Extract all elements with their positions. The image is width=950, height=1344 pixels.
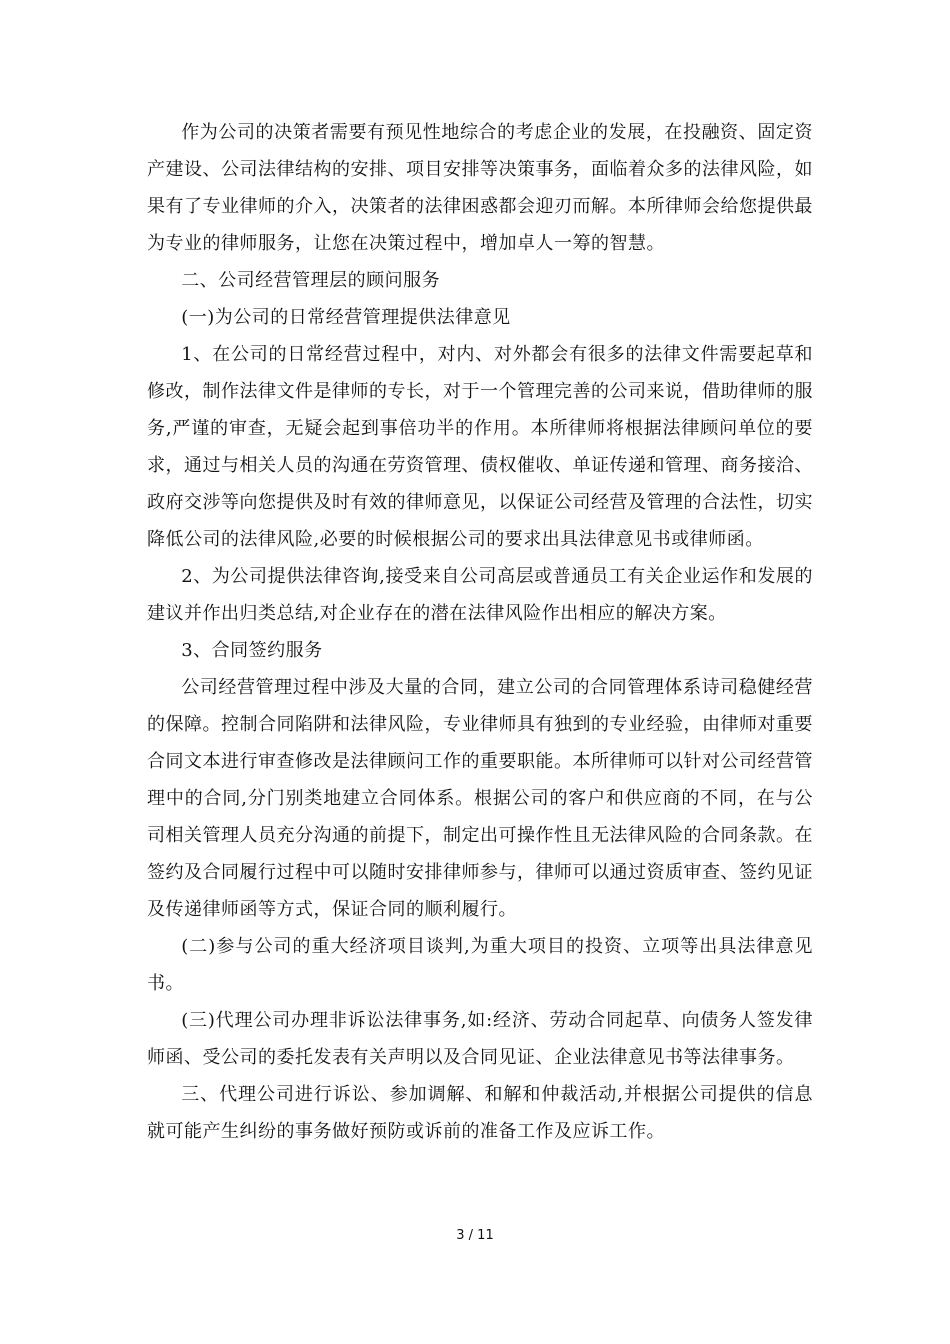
paragraph-decision-makers: 作为公司的决策者需要有预见性地综合的考虑企业的发展，在投融资、固定资产建设、公司法律结构的安排、项目安排等决策事务，面临着众多的法律风险，如果有了专业律师的介入，决策者的法律困惑都会迎刃而解。本所律师会给您提供最为专业的律师服务，让您在决策过程中，增加卓人一筹的智慧。 [147, 122, 813, 254]
paragraph-legal-consultation: 2、为公司提供法律咨询,接受来自公司高层或普通员工有关企业运作和发展的建议并作出归类总结,对企业存在的潜在法律风险作出相应的解决方案。 [147, 566, 813, 624]
subsection-heading-daily-operations: (一)为公司的日常经营管理提供法律意见 [181, 307, 511, 328]
page-number: 3 / 11 [456, 1228, 494, 1243]
document-body [147, 114, 813, 1150]
paragraph-litigation-agency: 三、代理公司进行诉讼、参加调解、和解和仲裁活动,并根据公司提供的信息就可能产生纠纷的事务做好预防或诉前的准备工作及应诉工作。 [147, 1084, 813, 1142]
paragraph-project-negotiation: (二)参与公司的重大经济项目谈判,为重大项目的投资、立项等出具法律意见书。 [147, 936, 813, 994]
subsection-heading-contract-signing: 3、合同签约服务 [181, 640, 323, 661]
paragraph-non-litigation-affairs: (三)代理公司办理非诉讼法律事务,如:经济、劳动合同起草、向债务人签发律师函、受公司的委托发表有关声明以及合同见证、企业法律意见书等法律事务。 [147, 1010, 813, 1068]
section-heading-management-advisory: 二、公司经营管理层的顾问服务 [181, 270, 441, 291]
paragraph-legal-documents: 1、在公司的日常经营过程中，对内、对外都会有很多的法律文件需要起草和修改，制作法律文件是律师的专长，对于一个管理完善的公司来说，借助律师的服务,严谨的审查，无疑会起到事倍功半的作用。本所律师将根据法律顾问单位的要求，通过与相关人员的沟通在劳资管理、债权催收、单证传递和管理、商务接洽、政府交涉等向您提供及时有效的律师意见，以保证公司经营及管理的合法性，切实降低公司的法律风险,必要的时候根据公司的要求出具法律意见书或律师函。 [147, 344, 813, 550]
paragraph-contract-management: 公司经营管理过程中涉及大量的合同，建立公司的合同管理体系诗司稳健经营的保障。控制合同陷阱和法律风险，专业律师具有独到的专业经验，由律师对重要合同文本进行审查修改是法律顾问工作的重要职能。本所律师可以针对公司经营管理中的合同,分门别类地建立合同体系。根据公司的客户和供应商的不同，在与公司相关管理人员充分沟通的前提下，制定出可操作性且无法律风险的合同条款。在签约及合同履行过程中可以随时安排律师参与，律师可以通过资质审查、签约见证及传递律师函等方式，保证合同的顺利履行。 [147, 677, 813, 920]
